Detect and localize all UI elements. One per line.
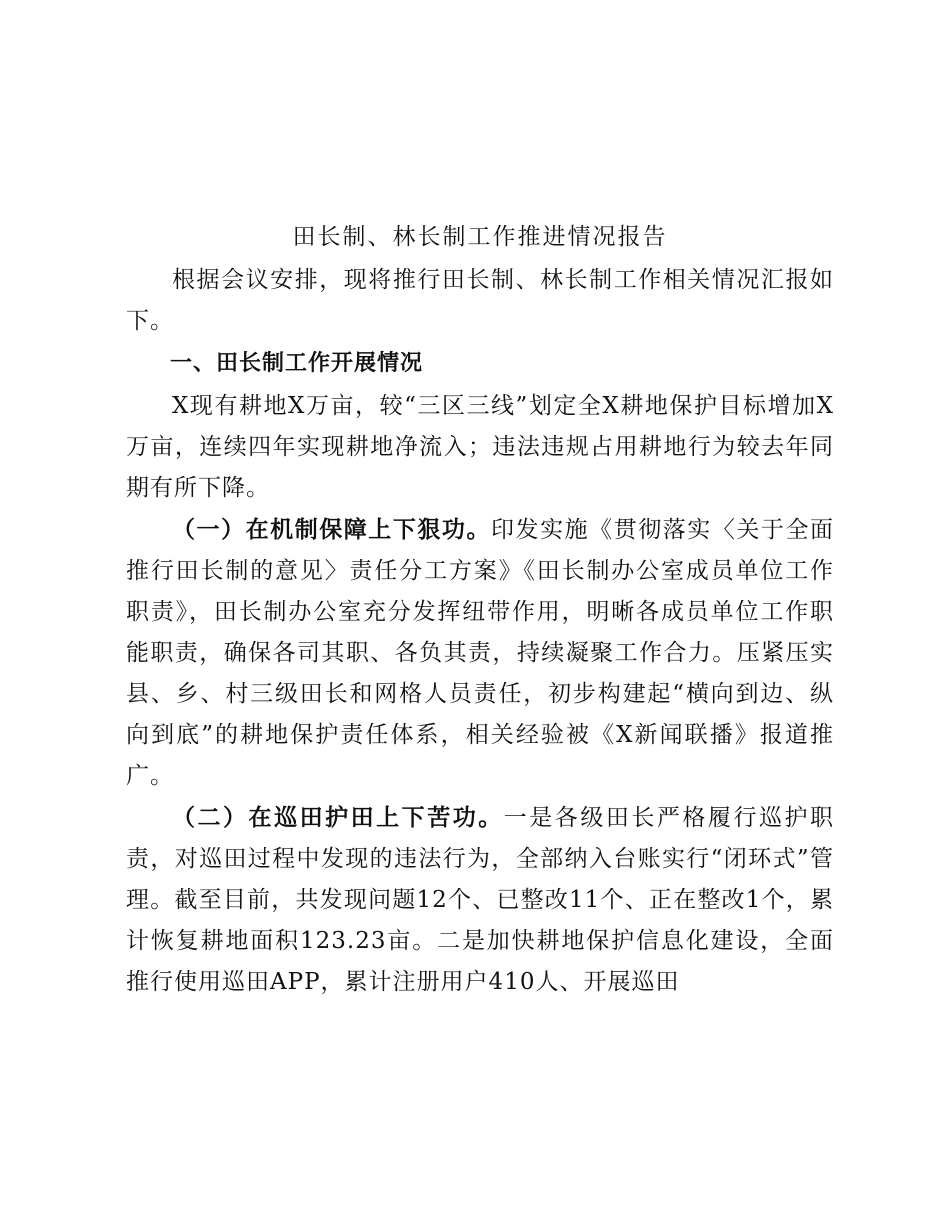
item2-lead: （二）在巡田护田上下苦功。 [172, 804, 504, 831]
intro-paragraph: 根据会议安排，现将推行田长制、林长制工作相关情况汇报如下。 [126, 267, 834, 334]
section-heading: 一、田长制工作开展情况 [170, 351, 424, 376]
item1-lead: （一）在机制保障上下狠功。 [172, 516, 491, 543]
document-page [126, 218, 834, 1003]
item1-text: 印发实施《贯彻落实〈关于全面推行田长制的意见〉责任分工方案》《田长制办公室成员单位工作职责》，田长制办公室充分发挥纽带作用，明晰各成员单位工作职能职责，确保各司其职、各负其责，持续凝聚工作合力。压紧压实县、乡、村三级田长和网格人员责任，初步构建起“横向到边、纵向到底”的耕地保护责任体系，相关经验被《X新闻联播》报道推广。 [126, 517, 835, 789]
item2-text: 一是各级田长严格履行巡护职责，对巡田过程中发现的违法行为，全部纳入台账实行“闭环式”管理。截至目前，共发现问题12个、已整改11个、正在整改1个，累计恢复耕地面积123.23亩。二是加快耕地保护信息化建设，全面推行使用巡田APP，累计注册用户410人、开展巡田 [126, 805, 835, 995]
summary-paragraph: X现有耕地X万亩，较“三区三线”划定全X耕地保护目标增加X万亩，连续四年实现耕地净流入；违法违规占用耕地行为较去年同期有所下降。 [126, 393, 834, 501]
item1-paragraph [126, 509, 834, 797]
item2-paragraph [126, 797, 834, 1003]
document-title: 田长制、林长制工作推进情况报告 [292, 224, 668, 250]
